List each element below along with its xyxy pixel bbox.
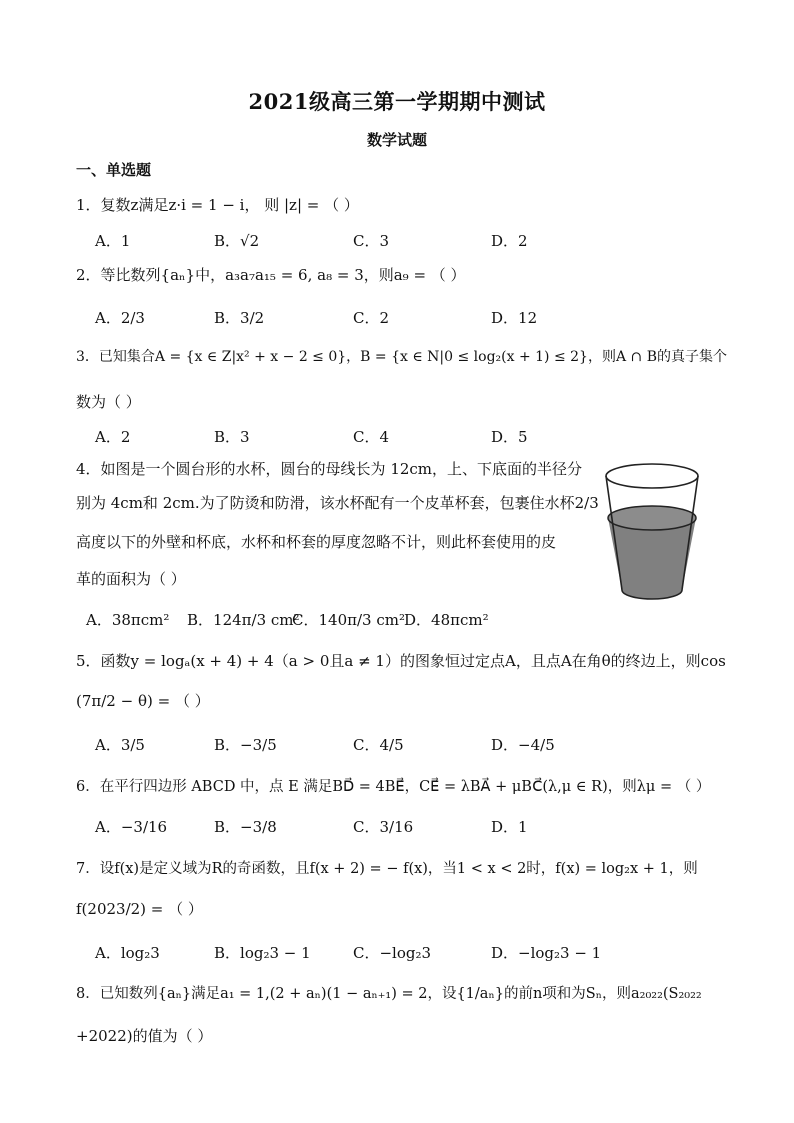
q1-option-b: B．√2	[214, 232, 260, 250]
cup-figure	[600, 460, 710, 612]
q4-option-c: C．140π/3 cm²	[292, 611, 405, 629]
q3-option-b: B．3	[214, 428, 250, 446]
q2-option-b: B．3/2	[214, 309, 265, 327]
exam-subtitle: 数学试题	[366, 131, 427, 149]
question-3-stem-line2: 数为（ ）	[76, 393, 141, 411]
q7-option-b: B．log₂3 − 1	[214, 944, 311, 962]
cup-rim	[606, 464, 698, 488]
question-8-stem-line1: 8．已知数列{aₙ}满足a₁ = 1,(2 + aₙ)(1 − aₙ₊₁) = 2，设{1/aₙ}的前n项和为Sₙ，则a₂₀₂₂(S₂₀₂₂	[76, 986, 702, 1002]
q6-option-a: A．−3/16	[95, 818, 168, 836]
q1-option-d: D．2	[491, 232, 528, 250]
q6-option-c: C．3/16	[353, 818, 414, 836]
question-7-stem-line2: f(2023/2) = （ ）	[76, 900, 203, 918]
q7-option-c: C．−log₂3	[353, 944, 432, 962]
q6-option-d: D．1	[491, 818, 528, 836]
section-heading: 一、单选题	[76, 161, 152, 179]
q3-option-a: A．2	[95, 428, 131, 446]
q3-option-d: D．5	[491, 428, 528, 446]
q5-option-d: D．−4/5	[491, 736, 555, 754]
q6-option-b: B．−3/8	[214, 818, 277, 836]
question-4-stem-line2: 别为 4cm和 2cm.为了防烫和防滑，该水杯配有一个皮革杯套，包裹住水杯2/3	[76, 494, 599, 512]
question-4-stem-line1: 4．如图是一个圆台形的水杯，圆台的母线长为 12cm，上、下底面的半径分	[76, 460, 583, 478]
question-5-stem-line1: 5．函数y = logₐ(x + 4) + 4（a > 0且a ≠ 1）的图象恒过定点A，且点A在角θ的终边上，则cos	[76, 652, 726, 670]
question-4-stem-line4: 革的面积为（ ）	[76, 570, 186, 588]
question-5-stem-line2: (7π/2 − θ) = （ ）	[76, 692, 210, 710]
q5-option-c: C．4/5	[353, 736, 404, 754]
q7-option-d: D．−log₂3 − 1	[491, 944, 602, 962]
q4-option-b: B．124π/3 cm²	[187, 611, 300, 629]
q2-option-c: C．2	[353, 309, 390, 327]
question-6-stem: 6．在平行四边形 ABCD 中，点 E 满足BD⃗ = 4BE⃗，CE⃗ = λBA⃗ + μBC⃗(λ,μ ∈ R)，则λμ = （ ）	[76, 779, 711, 795]
q4-option-a: A．38πcm²	[86, 611, 170, 629]
q2-option-d: D．12	[491, 309, 538, 327]
q5-option-b: B．−3/5	[214, 736, 277, 754]
q1-option-a: A．1	[95, 232, 131, 250]
q7-option-a: A．log₂3	[95, 944, 160, 962]
q3-option-c: C．4	[353, 428, 390, 446]
question-7-stem-line1: 7．设f(x)是定义域为R的奇函数，且f(x + 2) = − f(x)，当1 < x < 2时，f(x) = log₂x + 1，则	[76, 861, 698, 877]
question-2-stem: 2．等比数列{aₙ}中，a₃a₇a₁₅ = 6, a₈ = 3，则a₉ = （ ）	[76, 266, 466, 284]
water-surface	[608, 506, 696, 530]
question-1-stem: 1．复数z满足z·i = 1 − i， 则 |z| = （ ）	[76, 196, 359, 214]
question-4-stem-line3: 高度以下的外壁和杯底，水杯和杯套的厚度忽略不计，则此杯套使用的皮	[76, 533, 557, 551]
exam-title: 2021级高三第一学期期中测试	[248, 89, 546, 114]
q1-option-c: C．3	[353, 232, 390, 250]
q4-option-d: D．48πcm²	[404, 611, 489, 629]
question-3-stem-line1: 3．已知集合A = {x ∈ Z|x² + x − 2 ≤ 0}，B = {x ∈ N|0 ≤ log₂(x + 1) ≤ 2}，则A ∩ B的真子集个	[76, 349, 727, 365]
q2-option-a: A．2/3	[95, 309, 145, 327]
question-8-stem-line2: +2022)的值为（ ）	[76, 1027, 213, 1045]
q5-option-a: A．3/5	[95, 736, 145, 754]
